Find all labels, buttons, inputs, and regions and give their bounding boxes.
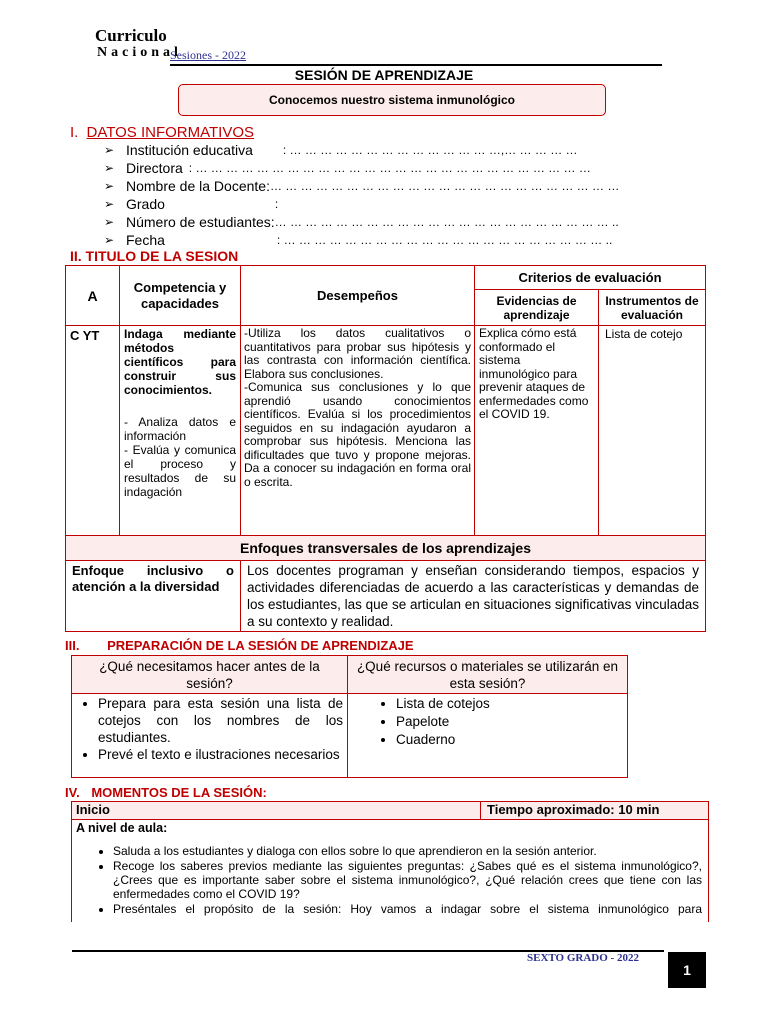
page-title: SESIÓN DE APRENDIZAJE	[294, 67, 474, 83]
info-value: … … … … … … … … … … … … … … … … … … … … … … …	[269, 179, 620, 193]
col-instrumentos-header: Instrumentos de evaluación	[599, 290, 706, 326]
info-value: … … … … … … … … … … … … … … … … … … … … … … ..	[274, 215, 619, 229]
logo-nacional: Nacional	[97, 45, 182, 60]
info-item	[104, 177, 664, 195]
col-criterios-header: Criterios de evaluación	[475, 266, 706, 290]
info-label: Fecha	[126, 232, 165, 248]
col-desempenos-header: Desempeños	[241, 266, 475, 326]
enfoque-cell	[66, 561, 241, 632]
arrow-bullet-icon: ➢	[104, 143, 115, 157]
page-number-text: 1	[683, 962, 691, 978]
competencias-table	[65, 265, 705, 632]
inicio-label: Inicio	[72, 802, 481, 819]
section3-num: III.	[65, 638, 80, 653]
section4-heading	[65, 785, 267, 800]
tiempo-label: Tiempo aproximado: 10 min	[487, 802, 660, 817]
info-value: : … … … … … … … … … … … … … … … … … … … … … ..	[276, 233, 613, 247]
arrow-bullet-icon: ➢	[104, 233, 115, 247]
arrow-bullet-icon: ➢	[104, 161, 115, 175]
header-rule	[170, 64, 662, 66]
competencia-text: Indaga mediante métodos científicos para construir sus conocimientos.	[124, 327, 236, 397]
instrumentos-text: Lista de cotejo	[605, 327, 683, 341]
nivel-label: A nivel de aula:	[76, 821, 168, 835]
info-item	[104, 159, 664, 177]
arrow-bullet-icon: ➢	[104, 215, 115, 229]
info-value: : … … … … … … … … … … … … … …,… … … … …	[282, 143, 578, 157]
instrumentos-cell	[599, 326, 706, 536]
info-label: Grado	[126, 196, 165, 212]
info-item	[104, 231, 664, 249]
step-item: • Preséntales el propósito de la sesión: Hoy vamos a indagar sobre el sistema inmunológico para	[113, 902, 702, 916]
prep-cell	[72, 694, 348, 778]
info-label: Institución educativa	[126, 142, 253, 158]
info-list	[104, 141, 664, 249]
step-item: • Saluda a los estudiantes y dialoga con ellos sobre lo que aprendieron en la sesión anterior.	[113, 844, 702, 858]
info-item	[104, 213, 664, 231]
steps-list	[72, 844, 702, 916]
info-value: :	[274, 197, 279, 211]
area-cell: C YT	[66, 326, 120, 536]
info-item	[104, 195, 664, 213]
section3-title: PREPARACIÓN DE LA SESIÓN DE APRENDIZAJE	[107, 638, 414, 653]
page-number	[668, 952, 706, 988]
materials-list	[396, 695, 623, 749]
sessions-label: Sesiones - 2022	[170, 48, 246, 62]
section1-title: DATOS INFORMATIVOS	[86, 124, 255, 141]
capacidad-2: - Evalúa y comunica el proceso y resultados de su indagación	[124, 443, 236, 499]
desempeno-2: -Comunica sus conclusiones y lo que aprendió usando conocimientos científicos. Evalúa si los procedimientos seguidos en su indagación ayudaron a comprobar sus hipótesis. Menciona las dificultades que tuvo y propone mejoras. Da a conocer su indagación en forma oral o escrita.	[244, 380, 471, 489]
preparacion-table	[71, 655, 627, 778]
step-item: • Recoge los saberes previos mediante las siguientes preguntas: ¿Sabes qué es el sistema inmunológico?, ¿Crees que es importante saber sobre el sistema inmunológico?, ¿Qué relación crees que tiene con las enfermedades como el COVID 19?	[113, 859, 702, 901]
section1-num: I.	[70, 124, 79, 141]
info-item	[104, 141, 664, 159]
desempenos-cell	[241, 326, 475, 536]
q2-header: ¿Qué recursos o materiales se utilizarán en esta sesión?	[348, 656, 628, 694]
material-item: • Lista de cotejos	[396, 695, 623, 713]
col-evidencias-header: Evidencias de aprendizaje	[475, 290, 599, 326]
material-item: • Cuaderno	[396, 731, 623, 749]
enfoque-desc-cell	[241, 561, 706, 632]
competencia-cell	[120, 326, 241, 536]
session-title: Conocemos nuestro sistema inmunológico	[268, 93, 516, 107]
section1-heading	[70, 124, 254, 141]
enfoques-title: Enfoques transversales de los aprendizajes	[66, 536, 706, 561]
col-a-header: A	[66, 266, 120, 326]
info-label: Directora	[126, 160, 183, 176]
prep-item: • Prevé el texto e ilustraciones necesarios	[98, 746, 343, 763]
logo-curriculo: Curriculo	[95, 26, 167, 45]
momentos-box	[71, 801, 709, 922]
info-label: Nombre de la Docente:	[126, 178, 270, 194]
q1-header: ¿Qué necesitamos hacer antes de la sesión?	[72, 656, 348, 694]
materials-cell	[348, 694, 628, 778]
evidencias-cell	[475, 326, 599, 536]
evidencias-text: Explica cómo está conformado el sistema inmunológico para prevenir ataques de enfermedades como el COVID 19.	[479, 326, 589, 421]
prep-list	[98, 695, 343, 763]
arrow-bullet-icon: ➢	[104, 179, 115, 193]
section2-title: II. TITULO DE LA SESION	[70, 248, 239, 264]
desempeno-1: -Utiliza los datos cualitativos o cuantitativos para probar sus hipótesis y las contrasta con información científica. Elabora sus conclusiones.	[244, 326, 471, 381]
session-title-box	[178, 84, 606, 116]
info-label: Número de estudiantes:	[126, 214, 275, 230]
capacidad-1: - Analiza datos e información	[124, 415, 236, 443]
section4-title: MOMENTOS DE LA SESIÓN:	[91, 785, 267, 800]
prep-item: • Prepara para esta sesión una lista de cotejos con los nombres de los estudiantes.	[98, 695, 343, 746]
material-item: • Papelote	[396, 713, 623, 731]
enfoque-text: Enfoque inclusivo o atención a la diversidad	[72, 563, 234, 594]
info-value: : … … … … … … … … … … … … … … … … … … … … … … … … … …	[188, 161, 591, 175]
enfoque-desc: Los docentes programan y enseñan considerando tiempos, espacios y actividades diferenciadas de acuerdo a las características y demandas de los estudiantes, las que se articulan en situaciones significativas vinculadas a su contexto y realidad.	[247, 563, 699, 629]
arrow-bullet-icon: ➢	[104, 197, 115, 211]
footer-grade: SEXTO GRADO - 2022	[527, 952, 639, 964]
section3-heading	[65, 638, 414, 653]
col-competencia-header: Competencia y capacidades	[120, 266, 241, 326]
section4-num: IV.	[65, 785, 80, 800]
